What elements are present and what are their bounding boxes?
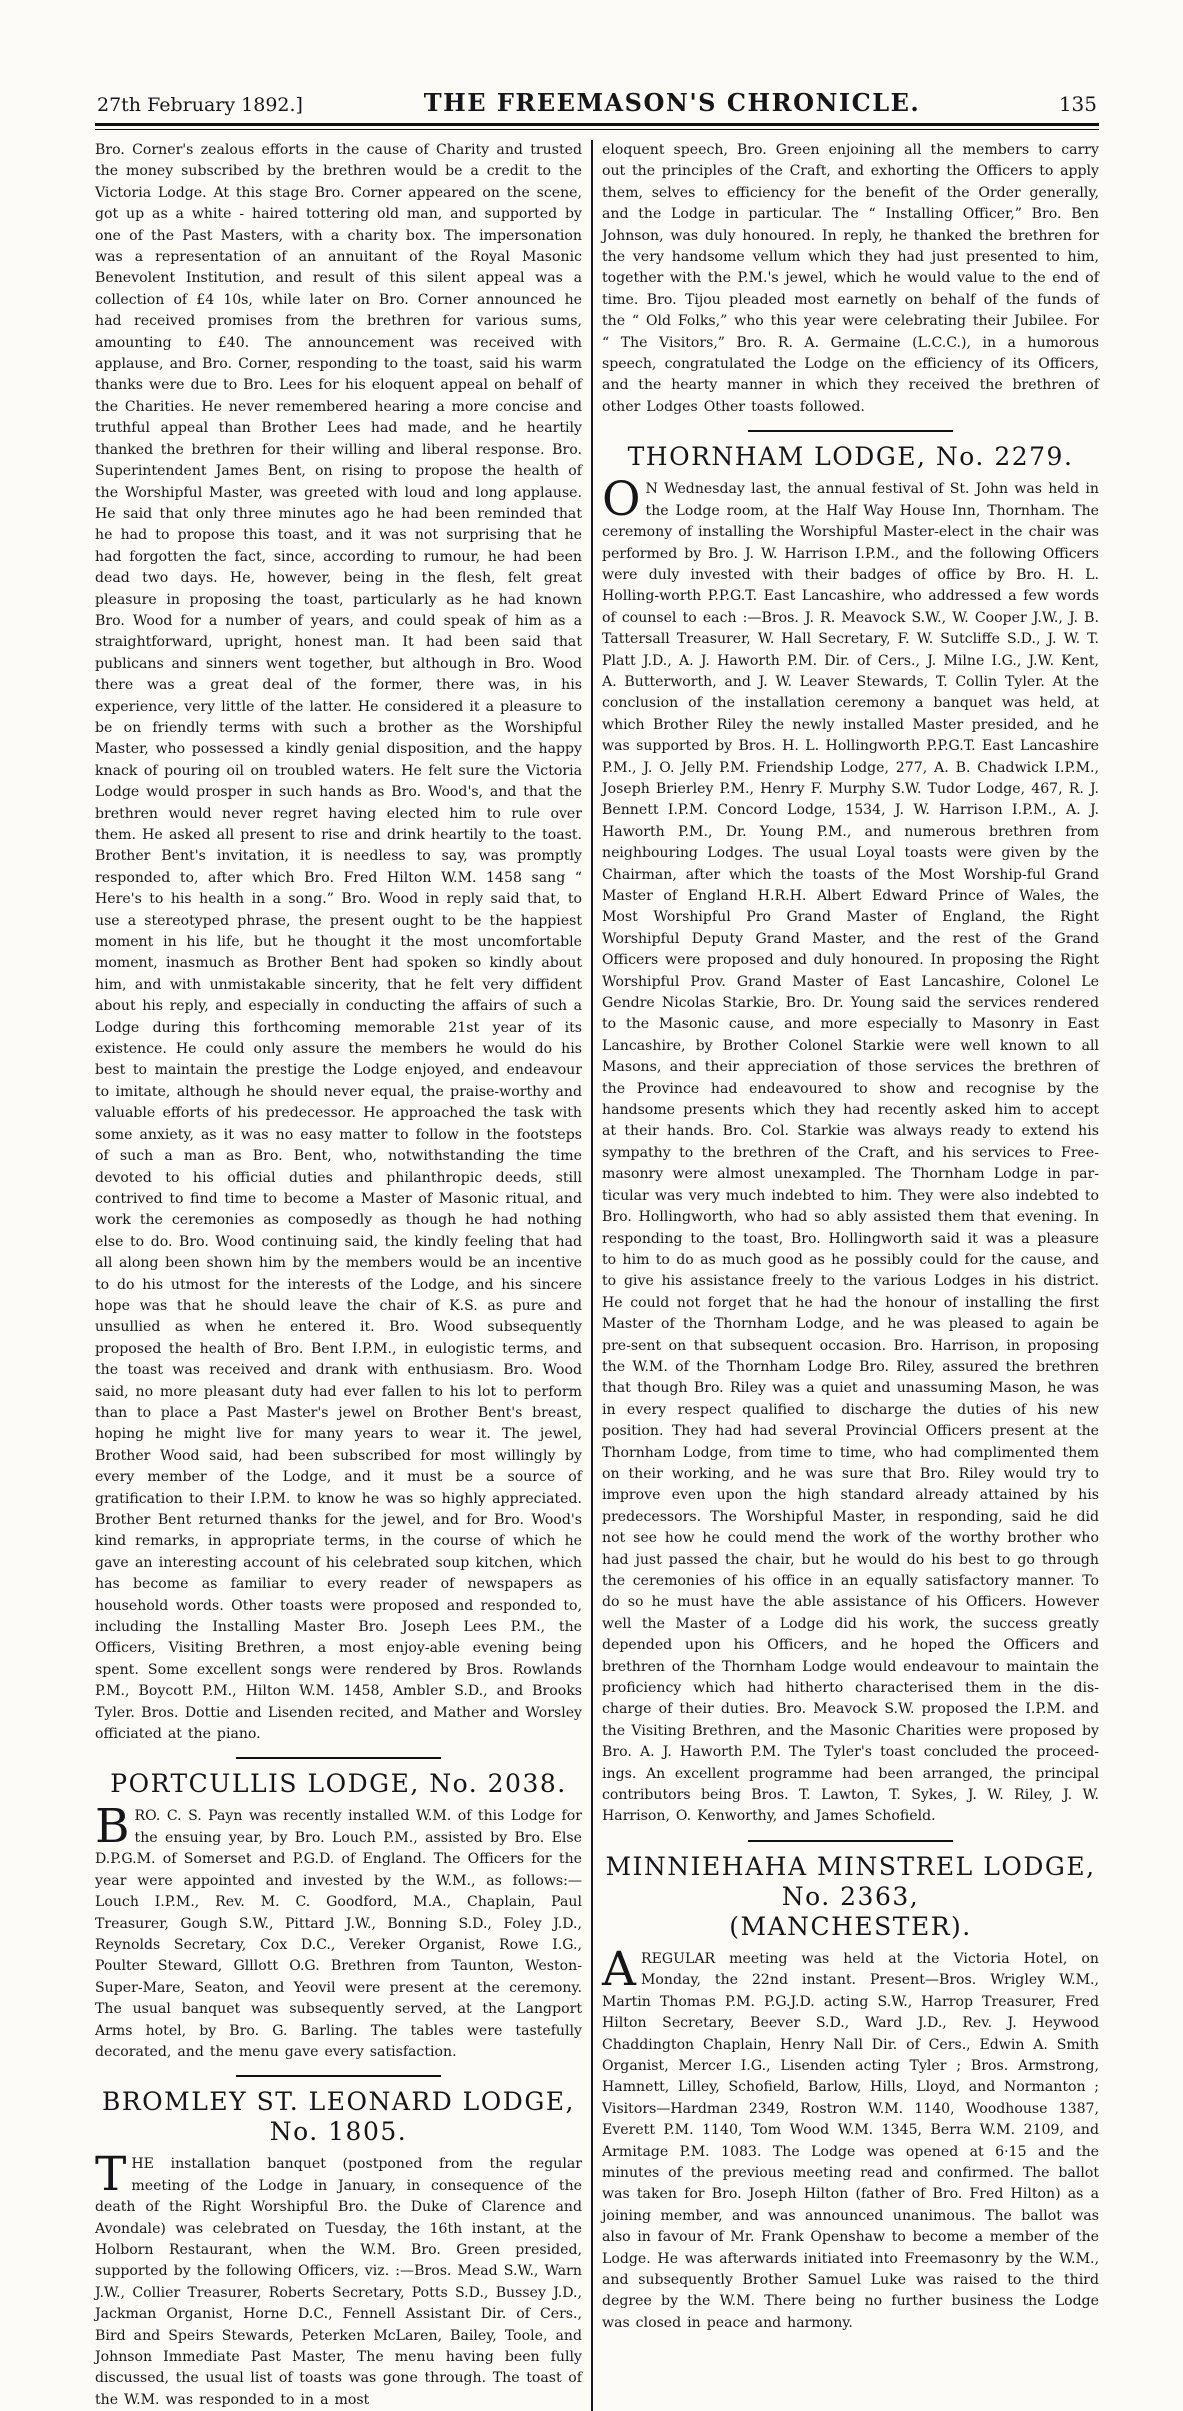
- article-title-line1: MINNIEHAHA MINSTREL LODGE, No. 2363,: [605, 1851, 1096, 1911]
- left-column: [95, 140, 582, 2411]
- section-divider: [748, 1840, 953, 1842]
- article-body-text: HE installation banquet (postponed from the regular meeting of the Lodge in January, in consequence of the death of the Right Worshipful Bro. the Duke of Clarence and Avondale) was celebrated on Tuesday, the 16th instant, at the Holborn Restaurant, when the W.M. Bro. Green presided, supported by the following Officers, viz. :—Bros. Mead S.W., Warn J.W., Collier Treasurer, Roberts Secretary, Potts S.D., Bussey J.D., Jackman Organist, Horne D.C., Fennell Assistant Dir. of Cers., Bird and Speirs Stewards, Peterken McLaren, Bailey, Toole, and Johnson Immediate Past Master, The menu having been fully discussed, the usual list of toasts was gone through. The toast of the W.M. was responded to in a most: [95, 2156, 582, 2408]
- article-thornham-lodge: [602, 442, 1099, 1828]
- column-divider-rule: [591, 140, 593, 2411]
- section-divider: [748, 430, 953, 432]
- article-title: THORNHAM LODGE, No. 2279.: [627, 442, 1074, 472]
- article-body: [95, 2147, 582, 2411]
- page-number: 135: [1058, 92, 1097, 116]
- publication-title: THE FREEMASON'S CHRONICLE.: [423, 88, 921, 117]
- article-portcullis-lodge: [95, 1769, 582, 2063]
- article-body: [602, 1941, 1099, 2334]
- article-body-text: RO. C. S. Payn was recently installed W.M. of this Lodge for the ensuing year, by Bro. Louch P.M., assisted by Bro. Else D.P.G.M. of Somerset and P.G.D. of England. The Officers for the year were appointed and invested by the W.M., as follows:—Louch I.P.M., Rev. M. C. Goodford, M.A., Chaplain, Paul Treasurer, Gough S.W., Pittard J.W., Bonning S.D., Foley J.D., Reynolds Secretary, Cox D.C., Vereker Organist, Rowe I.G., Poulter Steward, Glllott O.G. Brethren from Taunton, Weston-Super-Mare, Seaton, and Yeovil were present at the ceremony. The usual banquet was subsequently served, at the Langport Arms hotel, by Bro. G. Barling. The tables were tastefully decorated, and the menu gave every satisfaction.: [95, 1808, 582, 2060]
- dropcap-initial: O: [602, 472, 641, 528]
- dropcap-initial: A: [602, 1941, 636, 1997]
- article-title: PORTCULLIS LODGE, No. 2038.: [110, 1769, 567, 1799]
- article-title: BROMLEY ST. LEONARD LODGE, No. 1805.: [101, 2087, 575, 2147]
- article-body: [602, 472, 1099, 1828]
- article-minniehaha-minstrel-lodge: [602, 1852, 1099, 2334]
- section-divider: [236, 2075, 441, 2077]
- right-column: [602, 140, 1099, 2411]
- issue-date: 27th February 1892.]: [97, 94, 303, 116]
- article-title-line2: (MANCHESTER).: [729, 1911, 972, 1941]
- dropcap-initial: T: [95, 2147, 127, 2203]
- masthead: [95, 88, 1099, 123]
- article-bromley-st-leonard-lodge: [95, 2087, 582, 2411]
- article-body-text: N Wednesday last, the annual festival of St. John was held in the Lodge room, at the Half Way House Inn, Thornham. The ceremony of installing the Worshipful Master-elect in the chair was performed by Bro. J. W. Harrison I.P.M., and the following Officers were duly invested with their badges of office by Bro. H. L. Holling-worth P.P.G.T. East Lancashire, who addressed a few words of counsel to each :—Bros. J. R. Meavock S.W., W. Cooper J.W., J. B. Tattersall Treasurer, W. Hall Secretary, F. W. Sutcliffe S.D., J. W. T. Platt J.D., A. J. Haworth P.M. Dir. of Cers., J. Milne I.G., J.W. Kent, A. Butterworth, and J. W. Leaver Stewards, T. Collin Tyler. At the conclusion of the installation ceremony a banquet was held, at which Brother Riley the newly installed Master presided, and he was supported by Bros. H. L. Hollingworth P.P.G.T. East Lancashire P.M., J. O. Jelly P.M. Friendship Lodge, 277, A. B. Chadwick I.P.M., Joseph Brierley P.M., Henry F. Murphy S.W. Tudor Lodge, 467, R. J. Bennett I.P.M. Concord Lodge, 1534, J. W. Harrison I.P.M., A. J. Haworth P.M., Dr. Young P.M., and numerous brethren from neighbouring Lodges. The usual Loyal toasts were given by the Chairman, after which the toasts of the Most Worship-ful Grand Master of England H.R.H. Albert Edward Prince of Wales, the Most Worshipful Pro Grand Master of England, the Right Worshipful Deputy Grand Master, and the rest of the Grand Officers were proposed and duly honoured. In proposing the Right Worshipful Prov. Grand Master of East Lancashire, Colonel Le Gendre Nicolas Starkie, Bro. Dr. Young said the services rendered to the Masonic cause, and more especially to Masonry in East Lancashire, by Brother Colonel Starkie were well known to all Masons, and their appreciation of those services the brethren of the Province had endeavoured to show and recognise by the handsome presents which they had recently asked him to accept at their hands. Bro. Col. Starkie was always ready to extend his sympathy to the brethren of the Craft, and his services to Free-masonry were almost unexampled. The Thornham Lodge in par-ticular was very much indebted to him. They were also indebted to Bro. Hollingworth, who had so ably assisted them that evening. In responding to the toast, Bro. Hollingworth said it was a pleasure to him to do as much good as he possibly could for the cause, and to give his assistance freely to the various Lodges in his district. He could not forget that he had the honour of installing the first Master of the Thornham Lodge, and he was pleased to again be pre-sent on that subsequent occasion. Bro. Harrison, in proposing the W.M. of the Thornham Lodge Bro. Riley, assured the brethren that though Bro. Riley was a quiet and unassuming Mason, he was in every respect qualified to discharge the duties of his new position. They had had several Provincial Officers present at the Thornham Lodge, from time to time, who had complimented them on their working, and he was sure that Bro. Riley would try to improve even upon the high standard already attained by his predecessors. The Worshipful Master, in responding, said he did not see how he could mend the work of the worthy brother who had just passed the chair, but he would do his best to go through the ceremonies of his office in an equally satisfactory manner. To do so he must have the able assistance of his Officers. However well the Master of a Lodge did his work, the success greatly depended upon his Officers, and he hoped the Officers and brethren of the Thornham Lodge would endeavour to maintain the proficiency which had hitherto characterised them in the dis-charge of their duties. Bro. Meavock S.W. proposed the I.P.M. and the Visiting Brethren, and the Masonic Charities were proposed by Bro. A. J. Haworth P.M. The Tyler's toast concluded the proceed-ings. An excellent programme had been arranged, the principal contributors being Bros. T. Lawton, T. Sykes, J. W. Riley, J. W. Harrison, O. Kenworthy, and James Schofield.: [602, 481, 1099, 1825]
- article-continuation-bromley: eloquent speech, Bro. Green enjoining all the members to carry out the principles of the Craft, and exhorting the Officers to apply them, selves to efficiency for the benefit of the Order generally, and the Lodge in particular. The “ Installing Officer,” Bro. Ben Johnson, was duly honoured. In reply, he thanked the brethren for the very handsome vellum which they had just presented to him, together with the P.M.'s jewel, which he would value to the end of time. Bro. Tijou pleaded most earnetly on behalf of the funds of the “ Old Folks,” who this year were celebrating their Jubilee. For “ The Visitors,” Bro. R. A. Germaine (L.C.C.), in a humorous speech, congratulated the Lodge on the efficiency of its Officers, and the hearty manner in which they received the brethren of other Lodges Other toasts followed.: [602, 142, 1099, 415]
- dropcap-initial: B: [95, 1799, 130, 1855]
- section-divider: [236, 1757, 441, 1759]
- article-continuation-victoria-lodge: Bro. Corner's zealous efforts in the cause of Charity and trusted the money subscribed by the brethren would be a credit to the Victoria Lodge. At this stage Bro. Corner appeared on the scene, got up as a white - haired tottering old man, and supported by one of the Past Masters, with a charity box. The impersonation was a representation of an annuitant of the Royal Masonic Benevolent Institution, and result of this silent appeal was a collection of £4 10s, while later on Bro. Corner announced he had received promises from the brethren for various sums, amounting to £40. The announcement was received with applause, and Bro. Corner, responding to the toast, said his warm thanks were due to Bro. Lees for his eloquent appeal on behalf of the Charities. He never remembered hearing a more concise and truthful appeal than Brother Lees had made, and he heartily thanked the brethren for their willing and liberal response. Bro. Superintendent James Bent, on rising to propose the health of the Worshipful Master, was greeted with loud and long applause. He said that only three minutes ago he had been reminded that he had to propose this toast, and it was not surprising that he had forgotten the fact, since, according to rumour, he had been dead two days. He, however, being in the flesh, felt great pleasure in proposing the toast, particularly as he had known Bro. Wood for a number of years, and could speak of him as a straightforward, upright, honest man. It had been said that publicans and sinners went together, but although in Bro. Wood there was a great deal of the former, there was, in his experience, very little of the latter. He considered it a pleasure to be on friendly terms with such a brother as the Worshipful Master, who possessed a kindly genial disposition, and the happy knack of pouring oil on troubled waters. He felt sure the Victoria Lodge would prosper in such hands as Bro. Wood's, and that the brethren would never regret having elected him to rule over them. He asked all present to rise and drink heartily to the toast. Brother Bent's invitation, it is needless to say, was promptly responded to, after which Bro. Fred Hilton W.M. 1458 sang “ Here's to his health in a song.” Bro. Wood in reply said that, to use a stereotyped phrase, the present ought to be the happiest moment in his life, but he thought it the most uncomfortable moment, inasmuch as Brother Bent had spoken so kindly about him, and with unmistakable sincerity, that he felt very diffident about his reply, and especially in conducting the affairs of such a Lodge during this forthcoming memorable 21st year of its existence. He could only assure the members he would do his best to maintain the prestige the Lodge enjoyed, and endeavour to imitate, although he should never equal, the praise-worthy and valuable efforts of his predecessor. He approached the task with some anxiety, as it was no easy matter to follow in the footsteps of such a man as Bro. Bent, who, notwithstanding the time devoted to his official duties and philanthropic deeds, still contrived to find time to become a Master of Masonic ritual, and work the ceremonies as composedly as though he had nothing else to do. Bro. Wood continuing said, the kindly feeling that had all along been shown him by the members would be an incentive to do his utmost for the interests of the Lodge, and his sincere hope was that he should leave the chair of K.S. as pure and unsullied as when he entered it. Bro. Wood subsequently proposed the health of Bro. Bent I.P.M., in eulogistic terms, and the toast was received and drank with enthusiasm. Bro. Wood said, no more pleasant duty had ever fallen to his lot to perform than to place a Past Master's jewel on Brother Bent's breast, hoping he might live for many years to wear it. The jewel, Brother Wood said, had been subscribed for most willingly by every member of the Lodge, and it must be a source of gratification to their I.P.M. to know he was so highly appreciated. Brother Bent returned thanks for the jewel, and for Bro. Wood's kind remarks, in appropriate terms, in the course of which he gave an interesting account of his celebrated soup kitchen, which has become as familiar to every reader of newspapers as household words. Other toasts were proposed and responded to, including the Installing Master Bro. Joseph Lees P.M., the Officers, Visiting Brethren, a most enjoy-able evening being spent. Some excellent songs were rendered by Bros. Rowlands P.M., Boycott P.M., Hilton W.M. 1458, Ambler S.D., and Brooks Tyler. Bros. Dottie and Lisenden recited, and Mather and Worsley officiated at the piano.: [95, 142, 582, 1743]
- columns: [95, 140, 1099, 2411]
- article-body: [95, 1799, 582, 2063]
- article-title: [602, 1852, 1099, 1942]
- masthead-rule: [95, 123, 1099, 130]
- article-body-text: REGULAR meeting was held at the Victoria Hotel, on Monday, the 22nd instant. Present—Bros. Wrigley W.M., Martin Thomas P.M. P.G.J.D. acting S.W., Harrop Treasurer, Fred Hilton Secretary, Beever S.D., Ward J.D., Rev. J. Heywood Chaddington Chaplain, Henry Nall Dir. of Cers., Edwin A. Smith Organist, Mercer I.G., Lisenden acting Tyler ; Bros. Armstrong, Hamnett, Lilley, Schofield, Barlow, Hills, Lloyd, and Normanton ; Visitors—Hardman 2349, Rostron W.M. 1140, Woodhouse 1387, Everett P.M. 1140, Tom Wood W.M. 1345, Berra W.M. 2109, and Armitage P.M. 1083. The Lodge was opened at 6·15 and the minutes of the previous meeting read and confirmed. The ballot was taken for Bro. Joseph Hilton (father of Bro. Fred Hilton) as a joining member, and was announced unanimous. The ballot was also in favour of Mr. Frank Openshaw to become a member of the Lodge. He was afterwards initiated into Freemasonry by the W.M., and subsequently Brother Samuel Luke was raised to the third degree by the W.M. There being no further business the Lodge was closed in peace and harmony.: [602, 1950, 1099, 2331]
